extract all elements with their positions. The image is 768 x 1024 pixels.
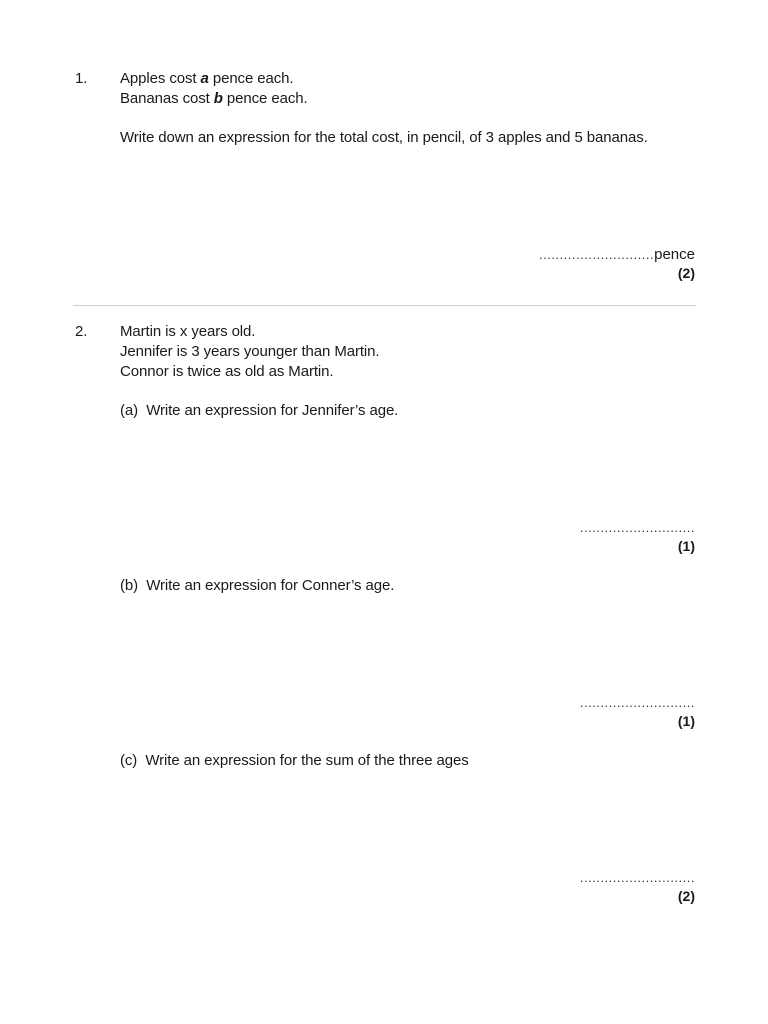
answer-unit: pence: [654, 246, 695, 263]
part-text: Write an expression for Conner’s age.: [146, 577, 395, 594]
bananas-text-pre: Bananas cost: [120, 90, 214, 107]
question-1-marks: (2): [677, 265, 695, 281]
question-2c-marks: (2): [677, 888, 695, 904]
question-2-martin-line: [120, 322, 255, 342]
question-2c-answer-line[interactable]: [580, 869, 695, 887]
answer-dots: ............................: [579, 520, 695, 535]
martin-text-pre: Martin is: [120, 323, 180, 340]
apples-text-post: pence each.: [208, 70, 294, 87]
question-1-apples-line: [120, 69, 293, 89]
question-2-number: 2.: [75, 323, 88, 340]
question-2a-answer-line[interactable]: [580, 519, 695, 537]
apples-text-pre: Apples cost: [120, 70, 201, 87]
question-2b-answer-line[interactable]: [580, 694, 695, 712]
answer-dots: ............................: [579, 870, 695, 885]
martin-text-post: years old.: [187, 323, 256, 340]
question-1-instruction: Write down an expression for the total cost, in pencil, of 3 apples and 5 bananas.: [120, 129, 648, 146]
answer-dots: ............................: [538, 247, 655, 262]
question-2c-prompt: [120, 751, 469, 771]
question-2a-prompt: [120, 401, 398, 421]
question-1-bananas-line: [120, 89, 308, 109]
question-2b-marks: (1): [677, 713, 695, 729]
part-label: (a): [120, 402, 139, 419]
question-2a-marks: (1): [677, 538, 695, 554]
variable-x: x: [179, 323, 188, 340]
answer-dots: ............................: [579, 695, 695, 710]
part-label: (c): [120, 752, 138, 769]
question-1-number: 1.: [75, 70, 88, 87]
part-label: (b): [120, 577, 139, 594]
question-2b-prompt: [120, 576, 394, 596]
question-2-jennifer-line: Jennifer is 3 years younger than Martin.: [120, 343, 380, 360]
bananas-text-post: pence each.: [222, 90, 308, 107]
part-text: Write an expression for Jennifer’s age.: [146, 402, 399, 419]
variable-a: a: [200, 70, 209, 87]
question-1-answer-line[interactable]: [539, 246, 695, 264]
question-2-connor-line: Connor is twice as old as Martin.: [120, 363, 334, 380]
part-text: Write an expression for the sum of the three ages: [145, 752, 469, 769]
variable-b: b: [213, 90, 223, 107]
question-divider: [73, 305, 696, 306]
